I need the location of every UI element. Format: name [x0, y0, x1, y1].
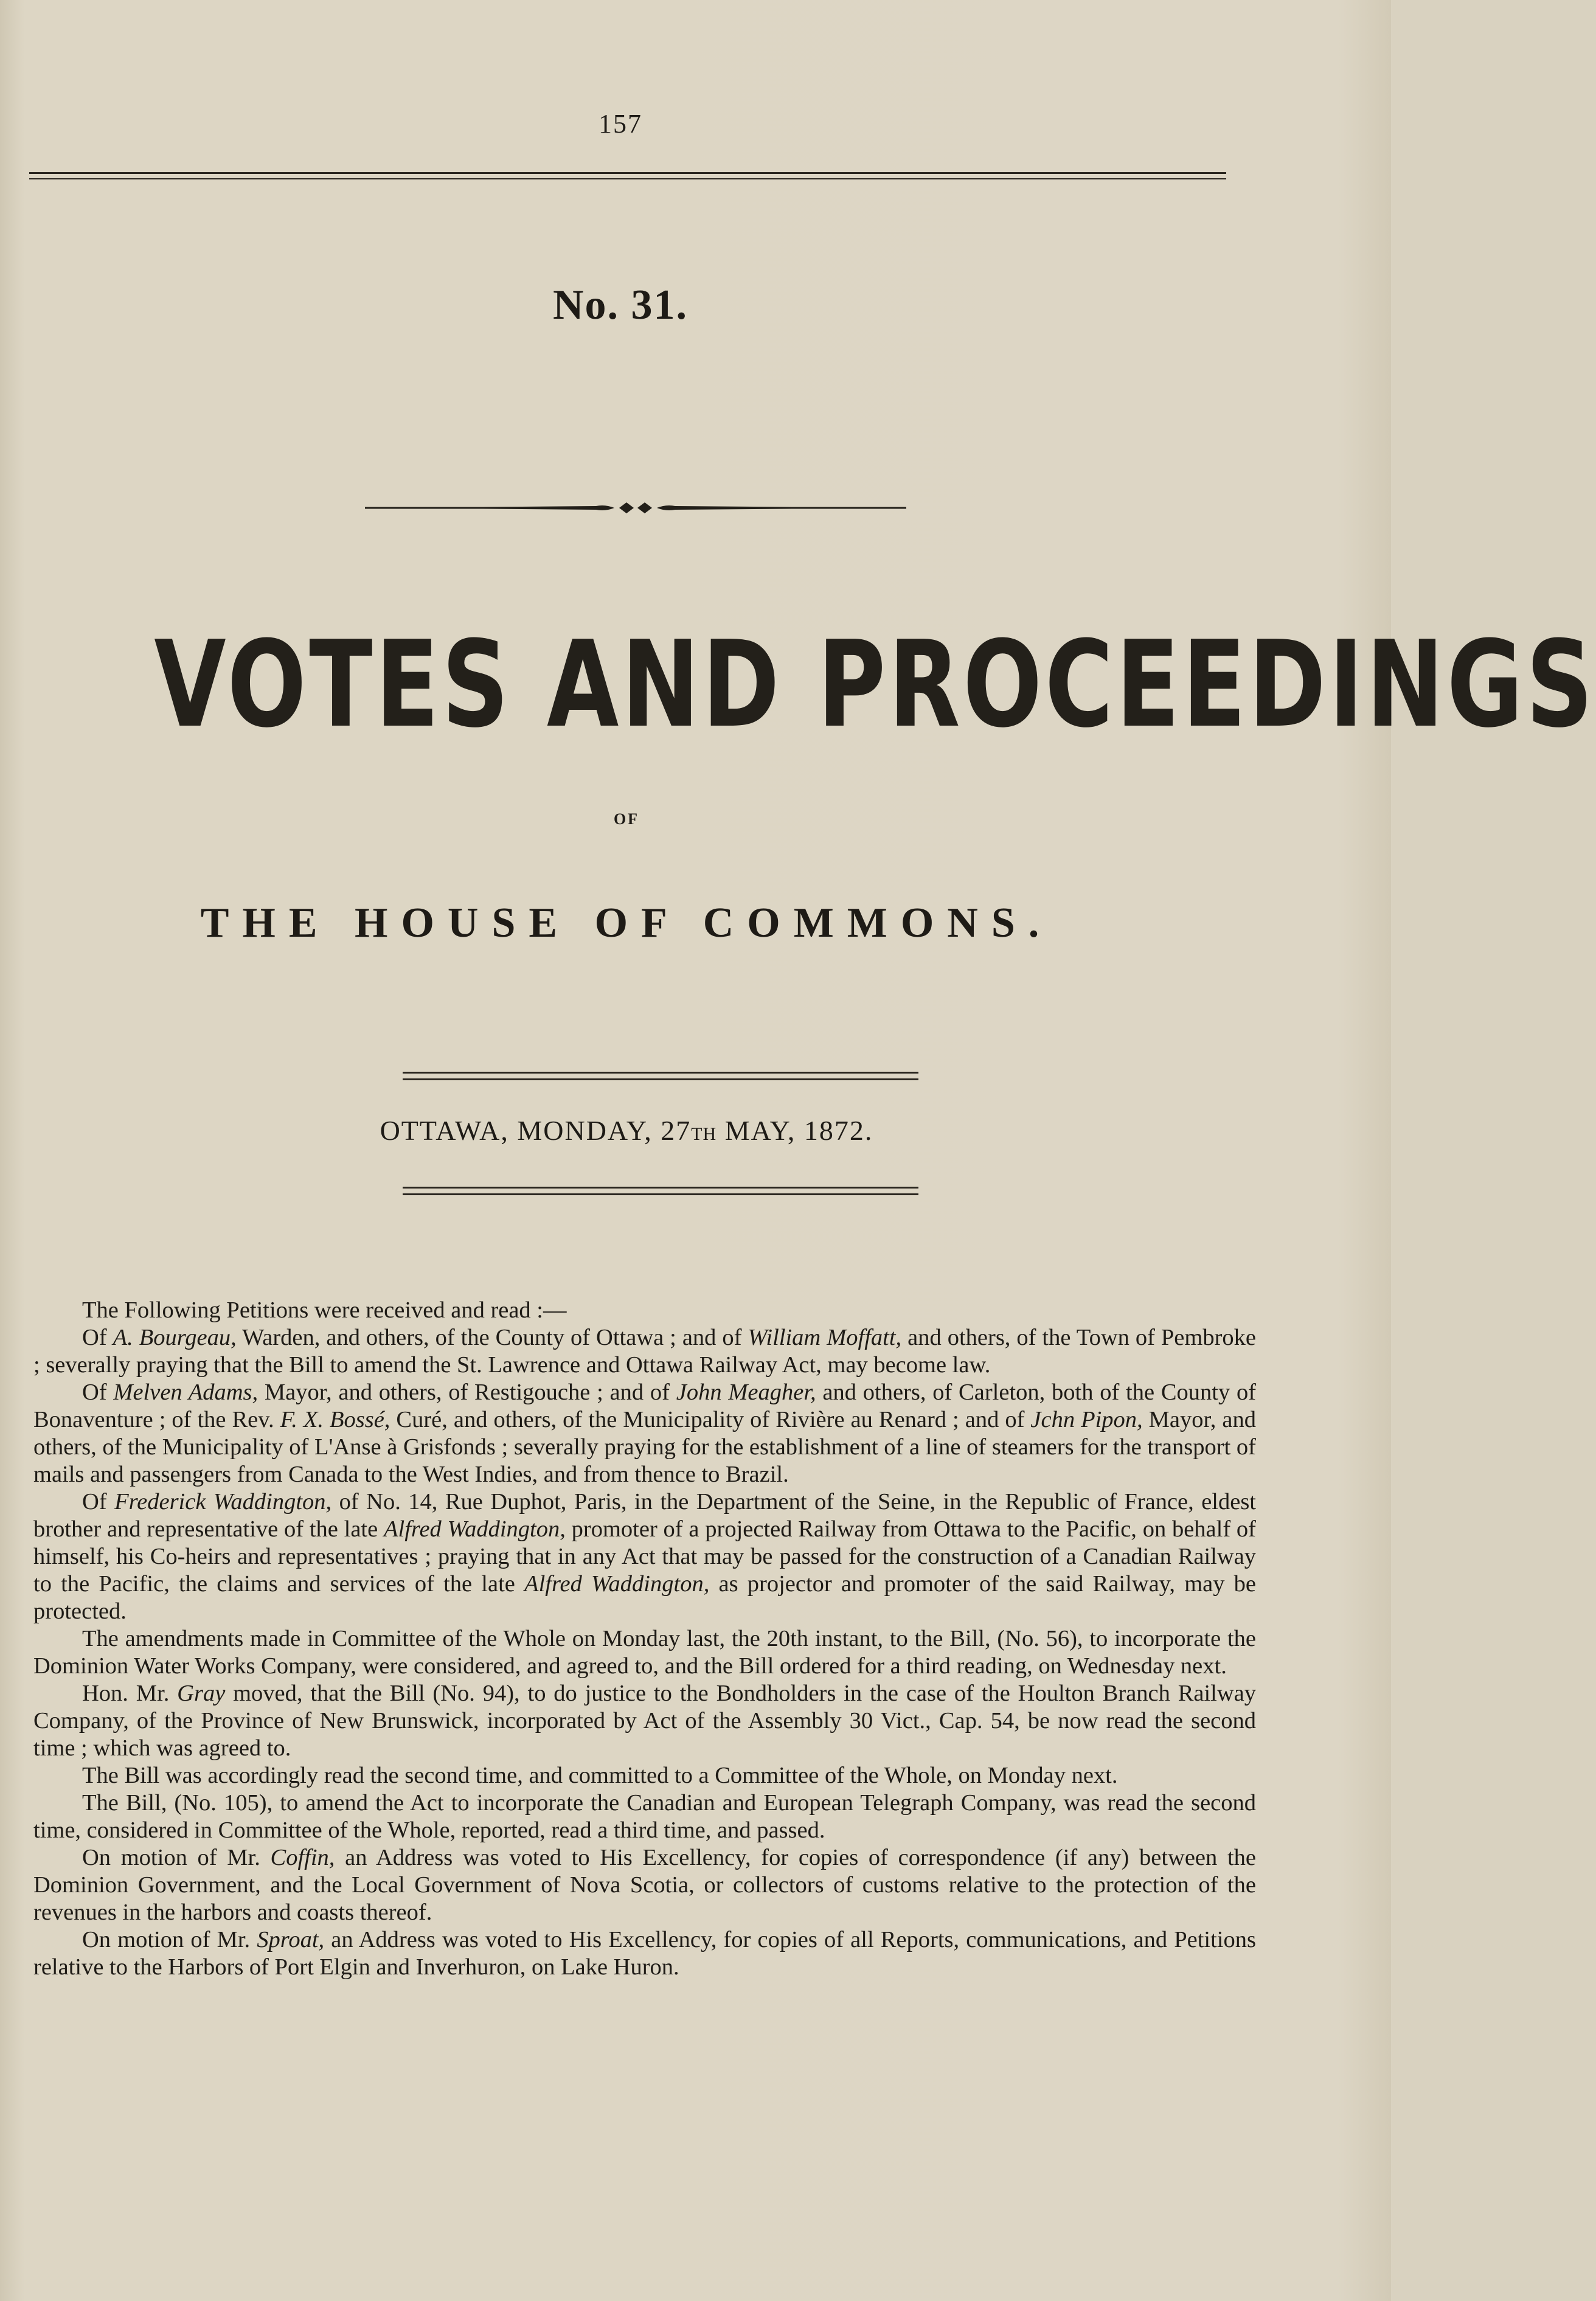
italic-name: Coffin, — [270, 1845, 335, 1870]
paragraph-text: as projector and promoter of the said Railway, may be protected. — [33, 1571, 1257, 1624]
paragraph-text: promoter of a projected Railway from Ottawa to the Pacific, on behalf of himself, his Co-heirs and representatives ; praying that in any Act that may be passed for the construction of a Canadian Railway to the Pacific, the claims and services of the late — [33, 1516, 1257, 1597]
proceedings-paragraph — [33, 1926, 1256, 1981]
italic-name: Jchn Pipon, — [1030, 1407, 1143, 1432]
paragraph-text: Warden, and others, of the County of Ottawa ; and of — [236, 1325, 748, 1350]
proceedings-paragraph — [33, 1680, 1256, 1762]
italic-name: Gray — [177, 1681, 226, 1706]
dateline-month-year: MAY, 1872. — [724, 1115, 873, 1146]
paragraph-text: an Address was voted to His Excellency, for copies of correspondence (if any) between the Dominion Government, and the Local Government of Nova Scotia, or collectors of customs relative to the protection of the revenues in the harbors and coasts thereof. — [33, 1845, 1256, 1925]
dateline-day-number: 27 — [661, 1115, 692, 1146]
ornamental-divider — [365, 496, 906, 520]
paragraph-text: The Bill, (No. 105), to amend the Act to incorporate the Canadian and European Telegraph Company, was read the second time, considered in Committee of the Whole, reported, read a third time, and passed. — [33, 1790, 1256, 1843]
paragraph-text: The Following Petitions were received and read :— — [82, 1297, 567, 1323]
proceedings-paragraph — [33, 1324, 1256, 1379]
page-number: 157 — [598, 109, 642, 139]
house-title: THE HOUSE OF COMMONS. — [200, 900, 1053, 946]
paragraph-text: The amendments made in Committee of the Whole on Monday last, the 20th instant, to the Bill, (No. 56), to incorporate the Dominion Water Works Company, were considered, and agreed to, and the Bill ordered for a third reading, on Wednesday next. — [33, 1626, 1256, 1679]
italic-name: John Meagher, — [676, 1380, 816, 1405]
proceedings-paragraph — [33, 1844, 1256, 1926]
paragraph-text: On motion of Mr. — [82, 1927, 257, 1952]
dateline — [0, 1114, 1253, 1147]
proceedings-paragraph — [33, 1625, 1256, 1680]
of-label: OF — [613, 810, 640, 828]
paragraph-text: Mayor, and others, of Restigouche ; and of — [258, 1380, 676, 1405]
dateline-rule-bottom — [403, 1187, 918, 1195]
paragraph-text: of No. 14, Rue Duphot, Paris, in the Department of the Seine, in the Republic of France, eldest brother and representative of the late — [33, 1489, 1257, 1542]
paragraph-text: Of — [82, 1489, 115, 1515]
paragraph-text: and others, of Carleton, both of the County of Bonaventure ; of the Rev. — [33, 1380, 1257, 1432]
proceedings-paragraph — [33, 1488, 1256, 1625]
proceedings-paragraph — [33, 1762, 1256, 1789]
italic-name: Frederick Waddington, — [114, 1489, 332, 1515]
paragraph-text: Of — [82, 1325, 113, 1350]
issue-number: No. 31. — [552, 282, 689, 328]
italic-name: Alfred Waddington, — [524, 1571, 710, 1597]
italic-name: Alfred Waddington, — [383, 1516, 566, 1542]
paragraph-text: The Bill was accordingly read the second time, and committed to a Committee of the Whole, on Monday next. — [82, 1763, 1118, 1788]
paragraph-text: On motion of Mr. — [82, 1845, 271, 1870]
dateline-rule-top — [403, 1072, 918, 1080]
dateline-day-suffix: TH — [691, 1124, 717, 1144]
paragraph-text: Mayor, and others, of the Municipality of L'Anse à Grisfonds ; severally praying for the establishment of a line of steamers for the transport of mails and passengers from Canada to the West Indies, and from thence to Brazil. — [33, 1407, 1256, 1487]
italic-name: Sproat, — [257, 1927, 325, 1952]
proceedings-text — [33, 1297, 1256, 1981]
paragraph-text: Curé, and others, of the Municipality of Rivière au Renard ; and of — [390, 1407, 1031, 1432]
italic-name: F. X. Bossé, — [280, 1407, 390, 1432]
italic-name: A. Bourgeau, — [113, 1325, 237, 1350]
paragraph-text: Of — [82, 1380, 114, 1405]
dateline-city-day: OTTAWA, MONDAY, — [380, 1115, 653, 1146]
main-title: VOTES AND PROCEEDINGS — [154, 616, 1596, 754]
paragraph-text: and others, of the Town of Pembroke ; severally praying that the Bill to amend the St. Lawrence and Ottawa Railway Act, may become law. — [33, 1325, 1256, 1378]
italic-name: Melven Adams, — [113, 1380, 258, 1405]
italic-name: William Moffatt, — [748, 1325, 902, 1350]
proceedings-paragraph — [33, 1379, 1256, 1488]
header-rule — [29, 172, 1226, 179]
paragraph-text: Hon. Mr. — [82, 1681, 178, 1706]
proceedings-paragraph — [33, 1789, 1256, 1844]
proceedings-paragraph — [33, 1297, 1256, 1324]
paragraph-text: moved, that the Bill (No. 94), to do justice to the Bondholders in the case of the Houlton Branch Railway Company, of the Province of New Brunswick, incorporated by Act of the Assembly 30 Vict., Cap. 54, be now read the second time ; which was agreed to. — [33, 1681, 1257, 1761]
paragraph-text: an Address was voted to His Excellency, for copies of all Reports, communications, and Petitions relative to the Harbors of Port Elgin and Inverhuron, on Lake Huron. — [33, 1927, 1256, 1980]
